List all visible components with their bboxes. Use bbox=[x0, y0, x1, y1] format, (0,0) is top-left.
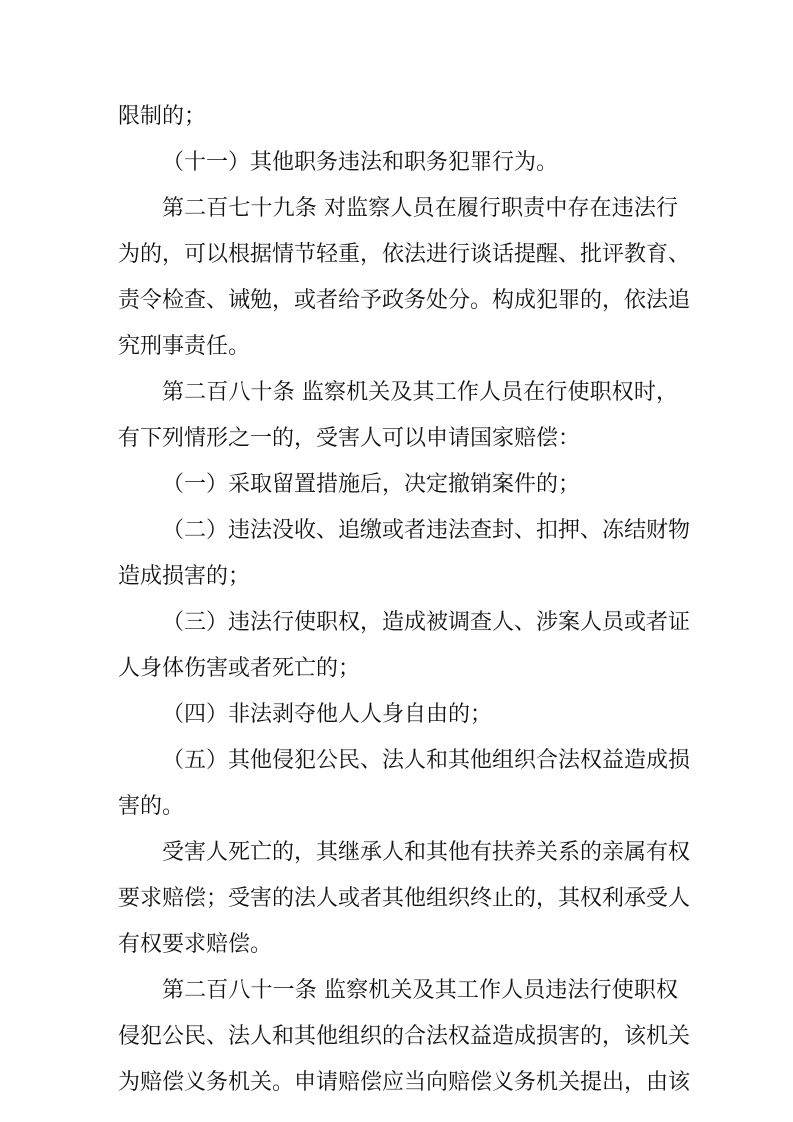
text-line-12: （三）违法行使职权，造成被调查人、涉案人员或者证 bbox=[162, 610, 691, 635]
text-line-18: 要求赔偿；受害的法人或者其他组织终止的，其权利承受人 bbox=[118, 886, 691, 911]
text-line-14: （四）非法剥夺他人人身自由的； bbox=[162, 702, 493, 727]
text-line-1: 限制的； bbox=[118, 104, 207, 129]
text-line-3: 第二百七十九条 对监察人员在履行职责中存在违法行 bbox=[162, 196, 678, 221]
text-line-17: 受害人死亡的，其继承人和其他有扶养关系的亲属有权 bbox=[162, 840, 691, 865]
text-line-13: 人身体伤害或者死亡的； bbox=[118, 656, 361, 681]
text-line-15: （五）其他侵犯公民、法人和其他组织合法权益造成损 bbox=[162, 748, 691, 773]
text-line-5: 责令检查、诫勉，或者给予政务处分。构成犯罪的，依法追 bbox=[118, 288, 691, 313]
text-line-22: 为赔偿义务机关。申请赔偿应当向赔偿义务机关提出，由该 bbox=[118, 1070, 691, 1095]
text-line-20: 第二百八十一条 监察机关及其工作人员违法行使职权 bbox=[162, 978, 678, 1003]
text-line-10: （二）违法没收、追缴或者违法查封、扣押、冻结财物 bbox=[162, 518, 691, 543]
text-line-21: 侵犯公民、法人和其他组织的合法权益造成损害的，该机关 bbox=[118, 1024, 691, 1049]
text-line-8: 有下列情形之一的，受害人可以申请国家赔偿： bbox=[118, 426, 581, 451]
text-line-16: 害的。 bbox=[118, 794, 185, 819]
text-line-7: 第二百八十条 监察机关及其工作人员在行使职权时， bbox=[162, 380, 678, 405]
text-line-11: 造成损害的； bbox=[118, 564, 251, 589]
text-line-9: （一）采取留置措施后，决定撤销案件的； bbox=[162, 472, 581, 497]
document-body bbox=[118, 94, 691, 1106]
text-line-6: 究刑事责任。 bbox=[118, 334, 251, 359]
text-line-4: 为的，可以根据情节轻重，依法进行谈话提醒、批评教育、 bbox=[118, 242, 691, 267]
text-line-19: 有权要求赔偿。 bbox=[118, 932, 273, 957]
text-line-2: （十一）其他职务违法和职务犯罪行为。 bbox=[162, 150, 559, 175]
